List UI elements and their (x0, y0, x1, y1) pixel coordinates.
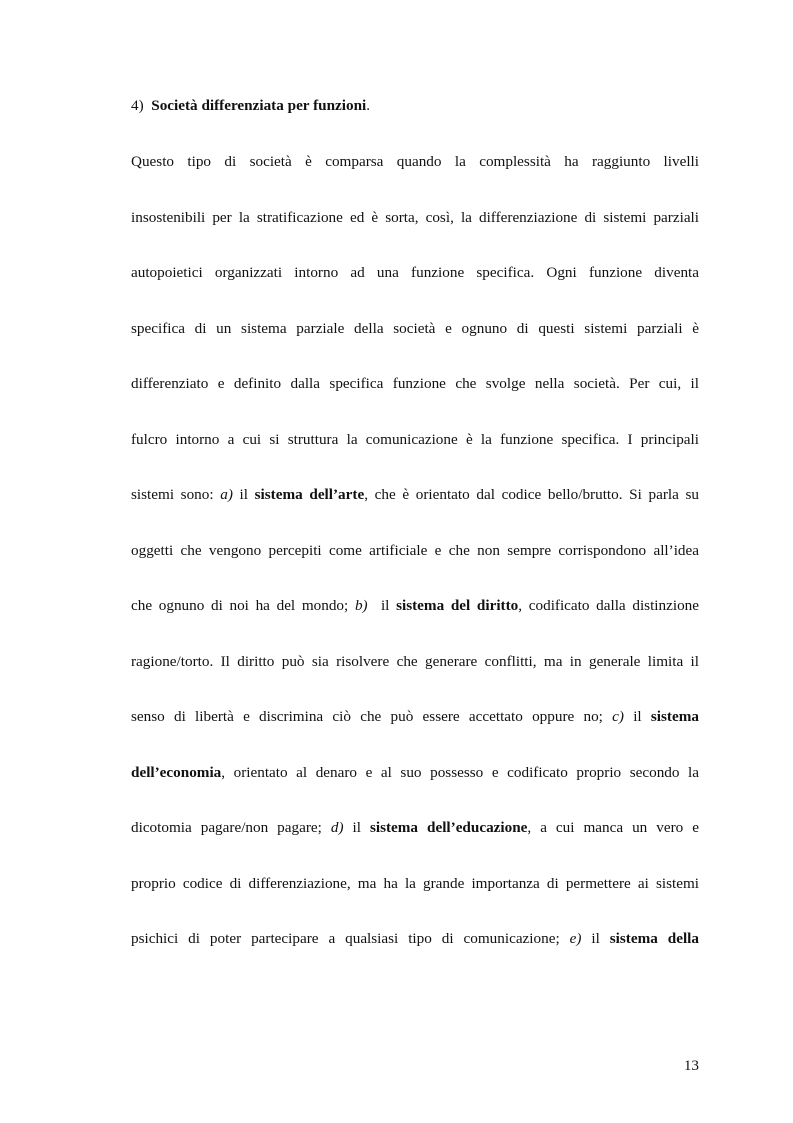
text-line (131, 763, 699, 783)
text-segment: specifica di un sistema parziale della società e ognuno di questi sistemi parziali è (131, 320, 699, 337)
list-marker: c) (612, 708, 624, 725)
text-line (131, 874, 699, 894)
text-segment: sistemi sono: (131, 486, 221, 503)
text-line (131, 319, 699, 339)
text-segment: , a cui manca un vero e (527, 819, 699, 836)
text-segment: psichici di poter partecipare a qualsiasi tipo di comunicazione; (131, 930, 570, 947)
text-line (131, 152, 699, 172)
heading-title: Società differenziata per funzioni (151, 97, 367, 114)
list-marker: a) (220, 486, 233, 503)
bold-term: sistema (650, 708, 699, 725)
text-line (131, 374, 699, 394)
list-marker: e) (569, 930, 582, 947)
text-line (131, 929, 699, 949)
text-segment: , orientato al denaro e al suo possesso e codificato proprio secondo la (221, 764, 699, 781)
text-line (131, 430, 699, 450)
bold-term: dell’economia (131, 764, 222, 781)
text-segment: il (232, 486, 255, 503)
bold-term: sistema dell’educazione (369, 819, 528, 836)
text-segment: autopoietici organizzati intorno ad una funzione specifica. Ogni funzione diventa (131, 264, 699, 281)
text-line (131, 485, 699, 505)
bold-term: sistema dell’arte (254, 486, 365, 503)
text-line (131, 707, 699, 727)
text-segment: il (367, 597, 397, 614)
section-heading (131, 96, 699, 116)
text-segment: proprio codice di differenziazione, ma ha la grande importanza di permettere ai sistemi (131, 875, 699, 892)
text-segment: il (581, 930, 610, 947)
text-line (131, 263, 699, 283)
text-segment: , codificato dalla distinzione (518, 597, 700, 614)
bold-term: sistema della (609, 930, 699, 947)
text-segment: insostenibili per la stratificazione ed è sorta, così, la differenziazione di sistemi parziali (131, 209, 699, 226)
text-line (131, 208, 699, 228)
list-marker: d) (330, 819, 344, 836)
text-line (131, 652, 699, 672)
text-segment: che ognuno di noi ha del mondo; (131, 597, 355, 614)
heading-period: . (366, 97, 371, 114)
text-line (131, 541, 699, 561)
list-marker: b) (354, 597, 368, 614)
text-segment: Questo tipo di società è comparsa quando la complessità ha raggiunto livelli (131, 153, 699, 170)
text-segment: il (343, 819, 370, 836)
page-number: 13 (683, 1057, 699, 1074)
text-segment: , che è orientato dal codice bello/brutto. Si parla su (364, 486, 699, 503)
bold-term: sistema del diritto (396, 597, 519, 614)
text-line (131, 596, 699, 616)
text-segment: senso di libertà e discrimina ciò che può essere accettato oppure no; (131, 708, 613, 725)
text-segment: il (623, 708, 651, 725)
text-segment: fulcro intorno a cui si struttura la comunicazione è la funzione specifica. I principali (131, 431, 699, 448)
text-segment: dicotomia pagare/non pagare; (131, 819, 331, 836)
text-segment: oggetti che vengono percepiti come artificiale e che non sempre corrispondono all’idea (131, 542, 699, 559)
text-segment: differenziato e definito dalla specifica funzione che svolge nella società. Per cui, il (131, 375, 699, 392)
text-segment: ragione/torto. Il diritto può sia risolvere che generare conflitti, ma in generale limita il (131, 653, 699, 670)
text-line (131, 818, 699, 838)
heading-number: 4) (131, 97, 144, 114)
